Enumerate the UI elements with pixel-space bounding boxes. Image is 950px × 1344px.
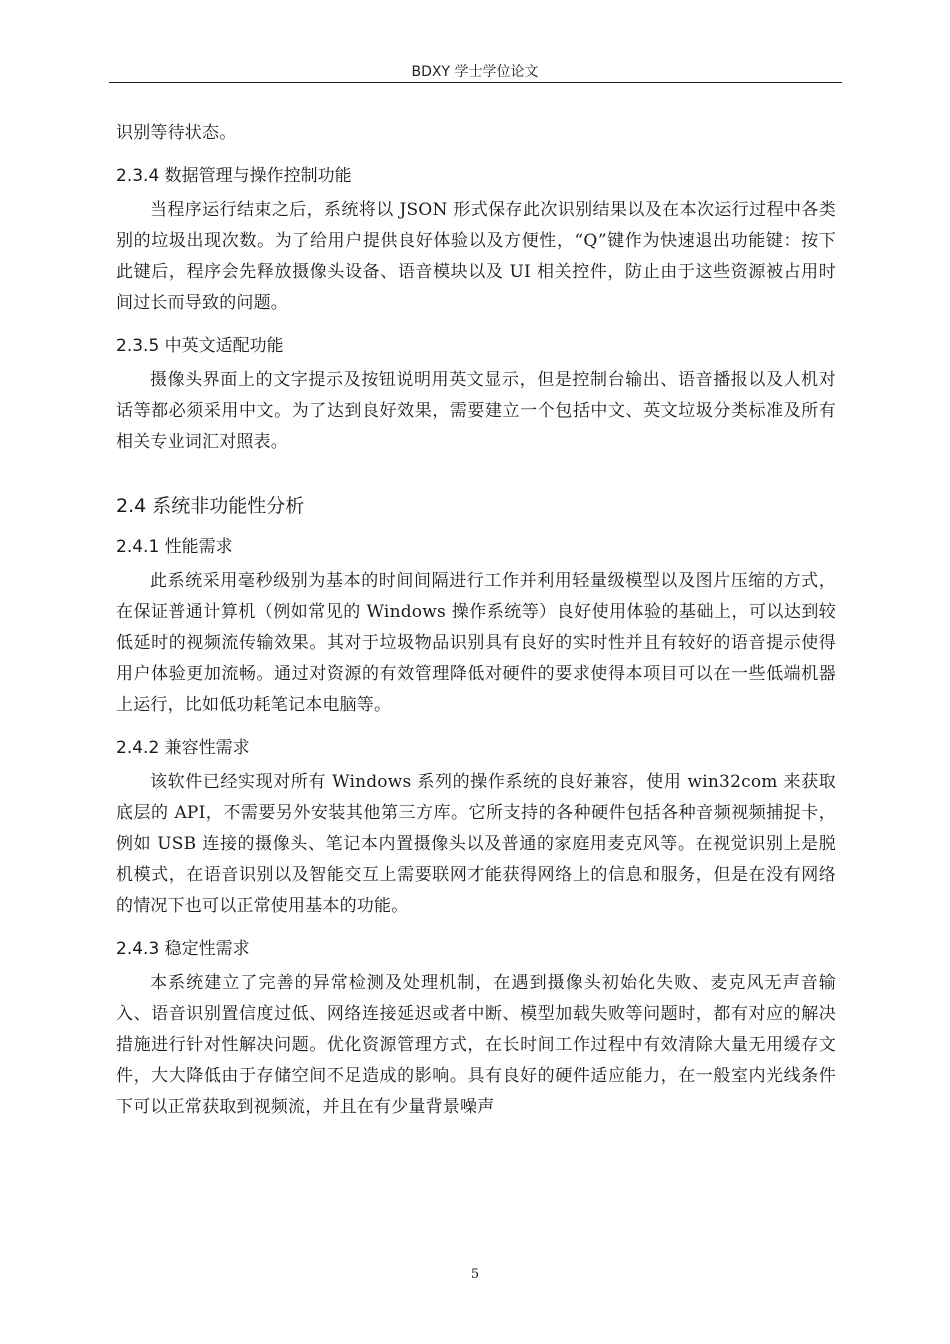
paragraph-continuation: 识别等待状态。: [116, 123, 237, 143]
paragraph-performance: 此系统采用毫秒级别为基本的时间间隔进行工作并利用轻量级模型以及图片压缩的方式，在保证普通计算机（例如常见的 Windows 操作系统等）良好使用体验的基础上，可以达到较低延时的视频流传输效果。其对于垃圾物品识别具有良好的实时性并且有较好的语音提示使得用户体验更加流畅。通过对资源的有效管理降低对硬件的要求使得本项目可以在一些低端机器上运行，比如低功耗笔记本电脑等。: [116, 571, 836, 715]
paragraph-data-management: 当程序运行结束之后，系统将以 JSON 形式保存此次识别结果以及在本次运行过程中各类别的垃圾出现次数。为了给用户提供良好体验以及方便性，“Q”键作为快速退出功能键：按下此键后，程序会先释放摄像头设备、语音模块以及 UI 相关控件，防止由于这些资源被占用时间过长而导致的问题。: [116, 200, 836, 313]
running-header: BDXY 学士学位论文: [411, 64, 539, 80]
paragraph-compatibility: 该软件已经实现对所有 Windows 系列的操作系统的良好兼容，使用 win32com 来获取底层的 API，不需要另外安装其他第三方库。它所支持的各种硬件包括各种音频视频捕捉卡，例如 USB 连接的摄像头、笔记本内置摄像头以及普通的家庭用麦克风等。在视觉识别上是脱机模式，在语音识别以及智能交互上需要联网才能获得网络上的信息和服务，但是在没有网络的情况下也可以正常使用基本的功能。: [116, 772, 836, 916]
section-heading-2-4-3: 2.4.3 稳定性需求: [116, 939, 250, 959]
page-body: [116, 118, 836, 1123]
section-heading-2-3-4: 2.3.4 数据管理与操作控制功能: [116, 166, 352, 186]
page-number: 5: [470, 1267, 480, 1282]
paragraph-stability: 本系统建立了完善的异常检测及处理机制，在遇到摄像头初始化失败、麦克风无声音输入、语音识别置信度过低、网络连接延迟或者中断、模型加载失败等问题时，都有对应的解决措施进行针对性解决问题。优化资源管理方式，在长时间工作过程中有效清除大量无用缓存文件，大大降低由于存储空间不足造成的影响。具有良好的硬件适应能力，在一般室内光线条件下可以正常获取到视频流，并且在有少量背景噪声: [116, 973, 836, 1117]
section-heading-2-3-5: 2.3.5 中英文适配功能: [116, 336, 284, 356]
section-heading-2-4-1: 2.4.1 性能需求: [116, 537, 233, 557]
section-heading-2-4: 2.4 系统非功能性分析: [116, 495, 305, 517]
section-heading-2-4-2: 2.4.2 兼容性需求: [116, 738, 250, 758]
header-rule: [109, 82, 842, 83]
paragraph-language-adaptation: 摄像头界面上的文字提示及按钮说明用英文显示，但是控制台输出、语音播报以及人机对话等都必须采用中文。为了达到良好效果，需要建立一个包括中文、英文垃圾分类标准及所有相关专业词汇对照表。: [116, 370, 836, 452]
